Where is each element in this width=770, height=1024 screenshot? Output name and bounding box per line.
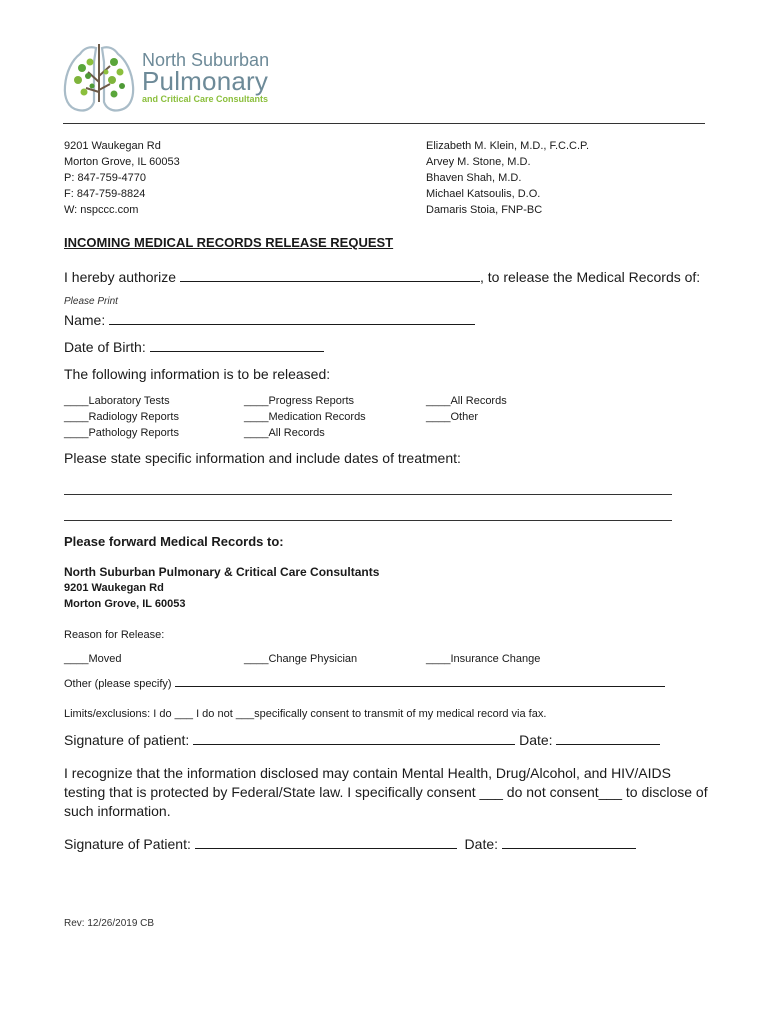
signature1-label: Signature of patient: [64, 732, 190, 748]
record-option[interactable]: ____Radiology Reports [64, 411, 179, 423]
physician-list [426, 138, 589, 218]
info-label: The following information is to be released: [64, 366, 331, 382]
recognize-line1: I recognize that the information disclosed may contain Mental Health, Drug/Alcohol, and HIV/AIDS [64, 765, 671, 781]
record-types-col1 [64, 393, 179, 441]
dob-field[interactable] [150, 339, 324, 352]
forward-heading: Please forward Medical Records to: [64, 534, 284, 549]
address-line: F: 847-759-8824 [64, 188, 146, 200]
address-line: 9201 Waukegan Rd [64, 140, 161, 152]
authorize-line [64, 269, 700, 285]
physician-name: Elizabeth M. Klein, M.D., F.C.C.P. [426, 140, 590, 152]
physician-name: Arvey M. Stone, M.D. [426, 156, 531, 168]
record-option[interactable]: ____Progress Reports [244, 395, 355, 407]
date2-label: Date: [464, 836, 499, 852]
other-label: Other (please specify) [64, 678, 172, 690]
specific-info-line-1[interactable] [64, 494, 672, 495]
recognize-line3: such information. [64, 803, 171, 819]
record-option[interactable]: ____Other [426, 411, 478, 423]
authorize-prefix: I hereby authorize [64, 269, 177, 285]
signature2-field[interactable] [195, 836, 457, 849]
name-label: Name: [64, 312, 106, 328]
record-types-col3 [426, 393, 507, 425]
physician-name: Bhaven Shah, M.D. [426, 172, 522, 184]
signature1-field[interactable] [193, 732, 515, 745]
signature1-row [64, 732, 660, 748]
revision-note: Rev: 12/26/2019 CB [64, 918, 155, 929]
dob-label: Date of Birth: [64, 339, 146, 355]
other-field[interactable] [175, 677, 665, 687]
signature2-row [64, 836, 636, 852]
specific-info-label: Please state specific information and include dates of treatment: [64, 450, 461, 466]
authorize-suffix: , to release the Medical Records of: [479, 269, 701, 285]
name-row [64, 312, 475, 328]
dob-row [64, 339, 324, 355]
logo [62, 42, 272, 114]
logo-line2: Pulmonary [142, 66, 269, 96]
reason-option-moved[interactable]: ____Moved [64, 653, 122, 665]
record-option[interactable]: ____All Records [244, 427, 325, 439]
forward-city: Morton Grove, IL 60053 [64, 598, 186, 610]
address-line: P: 847-759-4770 [64, 172, 146, 184]
other-row [64, 677, 665, 690]
reason-label: Reason for Release: [64, 629, 165, 641]
signature2-label: Signature of Patient: [64, 836, 191, 852]
reason-option-insurance-change[interactable]: ____Insurance Change [426, 653, 541, 665]
specific-info-line-2[interactable] [64, 520, 672, 521]
header-divider [63, 123, 705, 124]
logo-line1: North Suburban [142, 50, 270, 70]
date1-label: Date: [519, 732, 553, 748]
recognize-line2: testing that is protected by Federal/State law. I specifically consent ___ do not consent___ to disclose of [64, 784, 708, 800]
logo-line3: and Critical Care Consultants [142, 94, 269, 104]
form-title: INCOMING MEDICAL RECORDS RELEASE REQUEST [64, 235, 394, 250]
lungs-tree-icon [62, 42, 136, 114]
forward-name: North Suburban Pulmonary & Critical Care Consultants [64, 565, 380, 579]
address-block [64, 138, 180, 218]
physician-name: Damaris Stoia, FNP-BC [426, 204, 543, 216]
reason-option-change-physician[interactable]: ____Change Physician [244, 653, 358, 665]
record-option[interactable]: ____Medication Records [244, 411, 366, 423]
forward-street: 9201 Waukegan Rd [64, 582, 164, 594]
please-print-note: Please Print [64, 296, 118, 307]
record-option[interactable]: ____Laboratory Tests [64, 395, 170, 407]
limits-text: Limits/exclusions: I do ___ I do not ___specifically consent to transmit of my medical record via fax. [64, 708, 547, 720]
record-option[interactable]: ____All Records [426, 395, 507, 407]
authorized-party-field[interactable] [180, 269, 480, 282]
date2-field[interactable] [502, 836, 636, 849]
address-line: Morton Grove, IL 60053 [64, 156, 180, 168]
date1-field[interactable] [556, 732, 660, 745]
physician-name: Michael Katsoulis, D.O. [426, 188, 541, 200]
patient-name-field[interactable] [109, 312, 475, 325]
record-option[interactable]: ____Pathology Reports [64, 427, 179, 439]
address-line: W: nspccc.com [64, 204, 139, 216]
record-types-col2 [244, 393, 366, 441]
